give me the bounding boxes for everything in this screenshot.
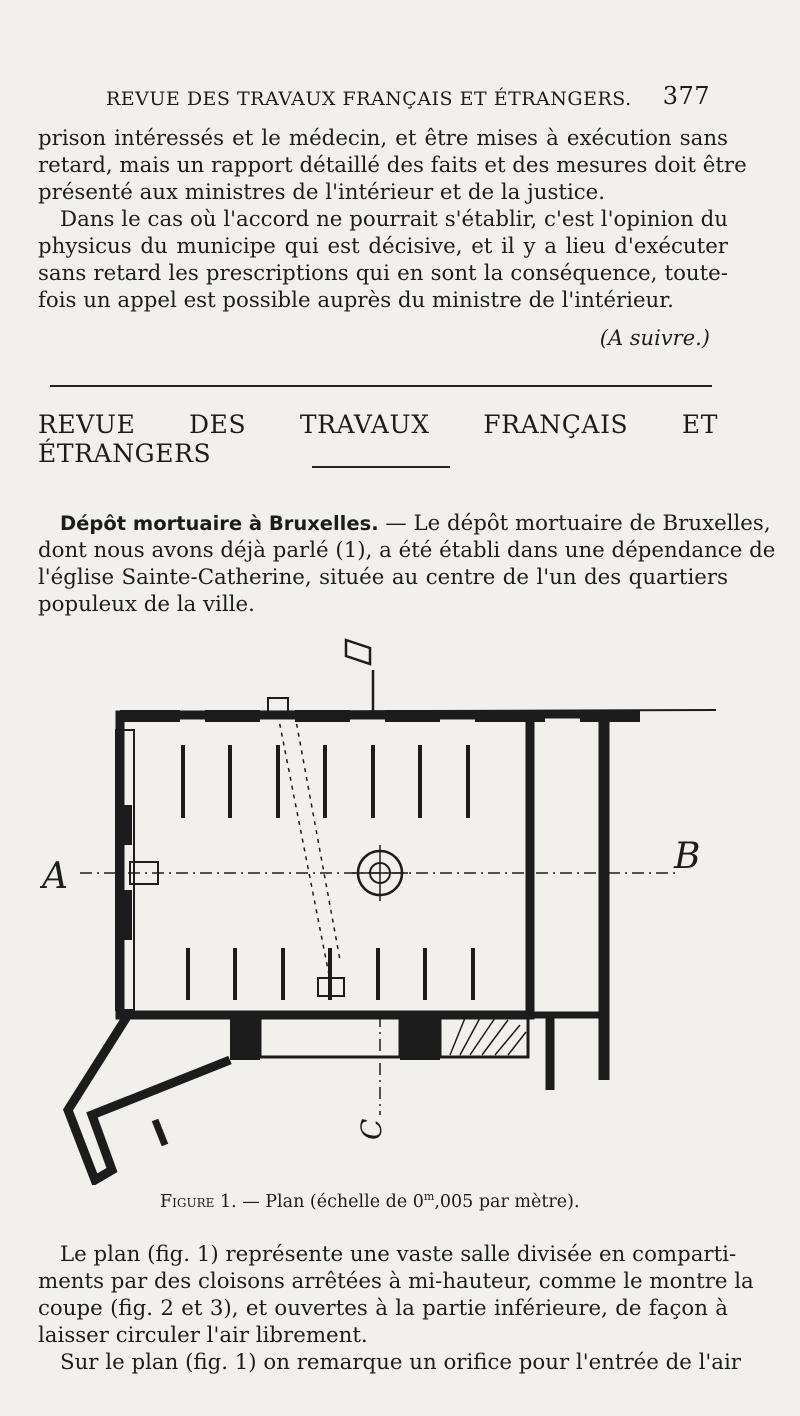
label-b: B [674, 836, 701, 877]
text-line: ments par des cloisons arrêtées à mi-hauteur, comme le montre la [38, 1269, 754, 1294]
partitions-lower [188, 948, 473, 1000]
article-paragraph [38, 510, 776, 618]
text-line: retard, mais un rapport détaillé des faits et des mesures doit être [38, 153, 747, 178]
duct-line [278, 715, 330, 980]
page-number: 377 [662, 82, 710, 110]
text-line: présenté aux ministres de l'intérieur et de la justice. [38, 180, 606, 205]
section-title: REVUE DES TRAVAUX FRANÇAIS ET ÉTRANGERS [38, 410, 718, 468]
text-line: l'église Sainte-Catherine, située au centre de l'un des quartiers [38, 565, 728, 590]
text-line: physicus du municipe qui est décisive, et il y a lieu d'exécuter [38, 234, 728, 259]
article-heading: Dépôt mortuaire à Bruxelles. [60, 512, 379, 535]
caption-end: ,005 par mètre). [434, 1191, 580, 1212]
text-line: populeux de la ville. [38, 592, 255, 617]
caption-superscript: m [423, 1190, 435, 1203]
text-line: sans retard les prescriptions qui en sont la conséquence, toute- [38, 261, 728, 286]
caption-text: — Plan (échelle de 0 [236, 1191, 424, 1212]
partitions-upper [183, 745, 468, 818]
stairs [450, 1018, 526, 1055]
section-divider [50, 385, 712, 387]
annex-wall [530, 715, 604, 1015]
text-line: dont nous avons déjà parlé (1), a été établi dans une dépendance de [38, 538, 776, 563]
label-a: A [42, 856, 68, 897]
floor-plan-figure [40, 630, 730, 1185]
text-line: prison intéressés et le médecin, et être mises à exécution sans [38, 126, 728, 151]
text-line: coupe (fig. 2 et 3), et ouvertes à la partie inférieure, de façon à [38, 1296, 728, 1321]
slanted-wing [68, 1015, 230, 1180]
caption-figure-number: Figure 1. [160, 1191, 237, 1212]
text-line: laisser circuler l'air librement. [38, 1323, 368, 1348]
flag [346, 640, 370, 664]
label-c: C [355, 1118, 388, 1140]
title-underline [312, 466, 450, 468]
top-paragraph [38, 125, 747, 206]
text-line [38, 510, 771, 537]
figure-caption [160, 1190, 580, 1212]
running-head [106, 82, 716, 114]
stair-room [440, 1015, 528, 1057]
text-line: Sur le plan (fig. 1) on remarque un orifice pour l'entrée de l'air [60, 1350, 741, 1375]
text-line: Le plan (fig. 1) représente une vaste salle divisée en comparti- [60, 1242, 737, 1267]
a-suivre-note: (A suivre.) [599, 326, 710, 350]
article-line-first: — Le dépôt mortuaire de Bruxelles, [378, 511, 771, 536]
lower-room [260, 1015, 400, 1057]
bottom-paragraph [38, 1241, 754, 1376]
running-title: REVUE DES TRAVAUX FRANÇAIS ET ÉTRANGERS. [106, 88, 632, 110]
second-paragraph [38, 206, 728, 314]
text-line: fois un appel est possible auprès du ministre de l'intérieur. [38, 288, 674, 313]
text-line: Dans le cas où l'accord ne pourrait s'établir, c'est l'opinion du [60, 207, 728, 232]
